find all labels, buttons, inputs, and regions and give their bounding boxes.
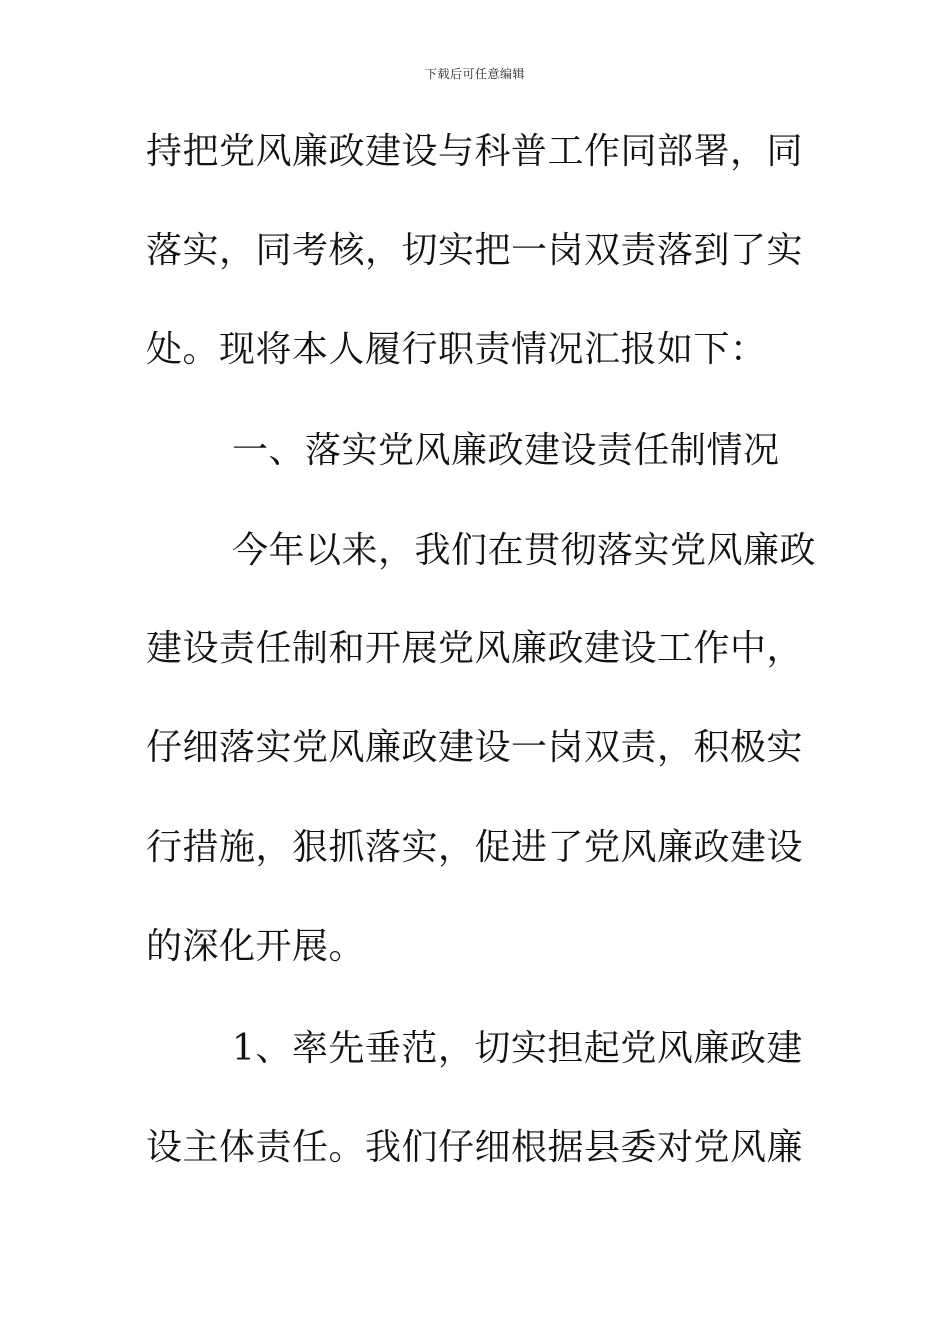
paragraph-line: 的深化开展。	[146, 926, 366, 967]
paragraph-line: 持把党风廉政建设与科普工作同部署，同	[146, 131, 804, 172]
paragraph-line: 建设责任制和开展党风廉政建设工作中，	[146, 628, 804, 669]
paragraph-line: 仔细落实党风廉政建设一岗双责，积极实	[146, 727, 804, 768]
paragraph-line: 设主体责任。我们仔细根据县委对党风廉	[146, 1127, 804, 1168]
page-header: 下载后可任意编辑	[424, 67, 525, 81]
subsection-heading: 1、率先垂范，切实担起党风廉政建	[232, 1028, 803, 1069]
section-heading: 一、落实党风廉政建设责任制情况	[232, 430, 780, 471]
paragraph-line: 今年以来，我们在贯彻落实党风廉政	[232, 530, 817, 571]
paragraph-line: 处。现将本人履行职责情况汇报如下：	[146, 329, 767, 370]
paragraph-line: 行措施，狠抓落实，促进了党风廉政建设	[146, 827, 804, 868]
paragraph-line: 落实，同考核，切实把一岗双责落到了实	[146, 230, 804, 271]
